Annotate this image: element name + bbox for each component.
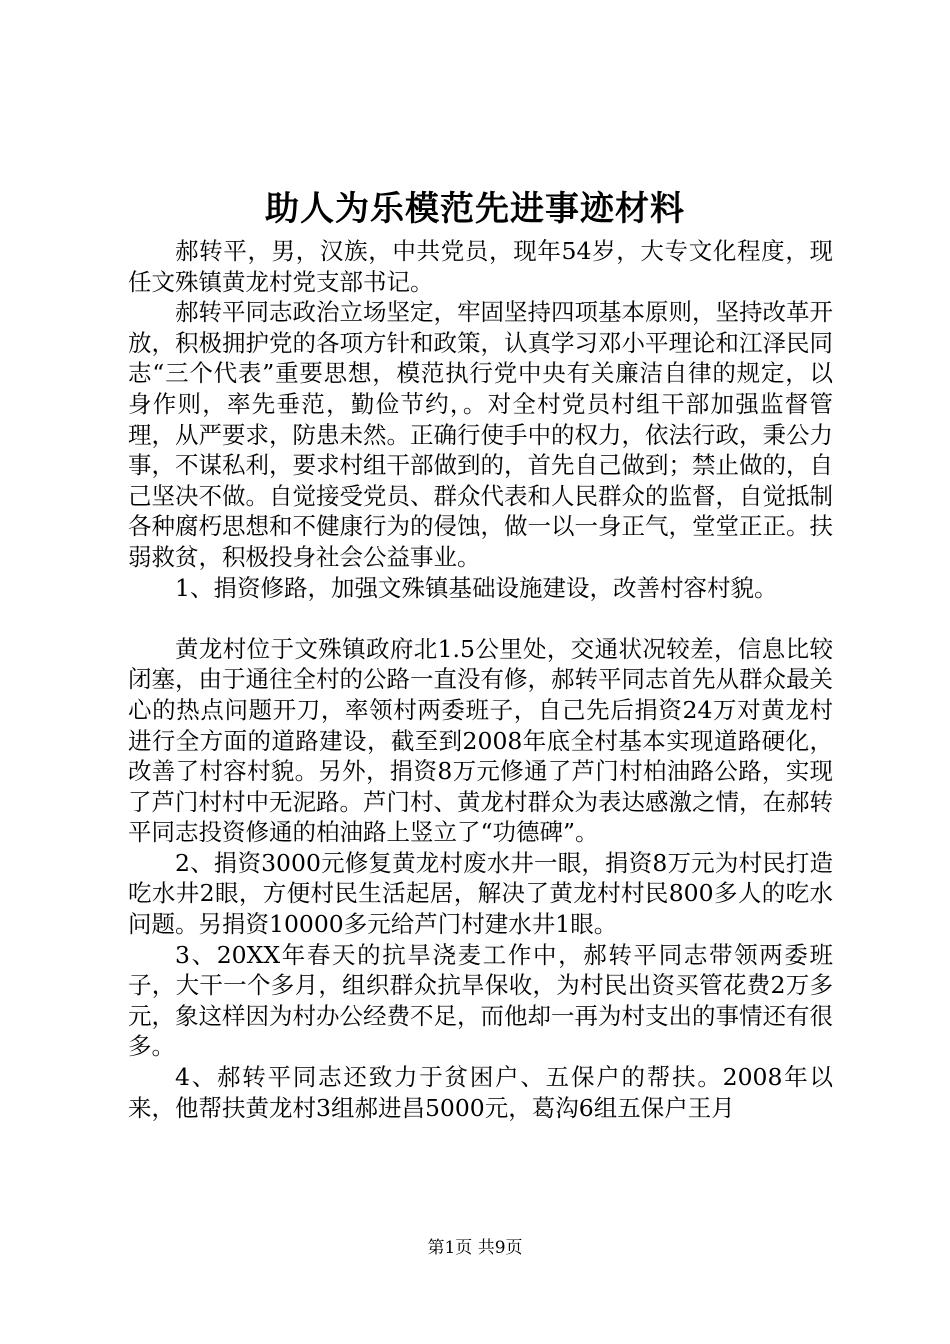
paragraph-road-construction: 黄龙村位于文殊镇政府北1.5公里处，交通状况较差，信息比较闭塞，由于通往全村的公路一直没有修，郝转平同志首先从群众最关心的热点问题开刀，率领村两委班子，自己先后捐资24万对黄龙村进行全方面的道路建设，截至到2008年底全村基本实现道路硬化，改善了村容村貌。另外，捐资8万元修通了芦门村柏油路公路，实现了芦门村村中无泥路。芦门村、黄龙村群众为表达感激之情，在郝转平同志投资修通的柏油路上竖立了“功德碑”。 [128, 634, 833, 847]
page-footer: 第1页 共9页 [427, 1238, 523, 1258]
paragraph-gap [128, 603, 833, 634]
paragraph-item-3-drought: 3、20XX年春天的抗旱浇麦工作中，郝转平同志带领两委班子，大干一个多月，组织群众抗旱保收，为村民出资买管花费2万多元，象这样因为村办公经费不足，而他却一再为村支出的事情还有很多。 [128, 940, 833, 1061]
paragraph-political-stance: 郝转平同志政治立场坚定，牢固坚持四项基本原则，坚持改革开放，积极拥护党的各项方针和政策，认真学习邓小平理论和江泽民同志“三个代表”重要思想，模范执行党中央有关廉洁自律的规定，以身作则，率先垂范，勤俭节约，。对全村党员村组干部加强监督管理，从严要求，防患未然。正确行使手中的权力，依法行政，秉公力事，不谋私利，要求村组干部做到的，首先自己做到；禁止做的，自己坚决不做。自觉接受党员、群众代表和人民群众的监督，自觉抵制各种腐朽思想和不健康行为的侵蚀，做一以一身正气，堂堂正正。扶弱救贫，积极投身社会公益事业。 [128, 298, 833, 571]
paragraph-item-4-poverty-aid: 4、郝转平同志还致力于贫困户、五保户的帮扶。2008年以来，他帮扶黄龙村3组郝进昌5000元，葛沟6组五保户王月 [128, 1063, 833, 1122]
document-body [128, 236, 833, 1123]
paragraph-item-2-wells: 2、捐资3000元修复黄龙村废水井一眼，捐资8万元为村民打造吃水井2眼，方便村民生活起居，解决了黄龙村村民800多人的吃水问题。另捐资10000多元给芦门村建水井1眼。 [128, 848, 833, 939]
paragraph-item-1-heading: 1、捐资修路，加强文殊镇基础设施建设，改善村容村貌。 [175, 573, 778, 602]
document-title: 助人为乐模范先进事迹材料 [265, 189, 685, 229]
paragraph-intro: 郝转平，男，汉族，中共党员，现年54岁，大专文化程度，现任文殊镇黄龙村党支部书记。 [128, 237, 833, 296]
